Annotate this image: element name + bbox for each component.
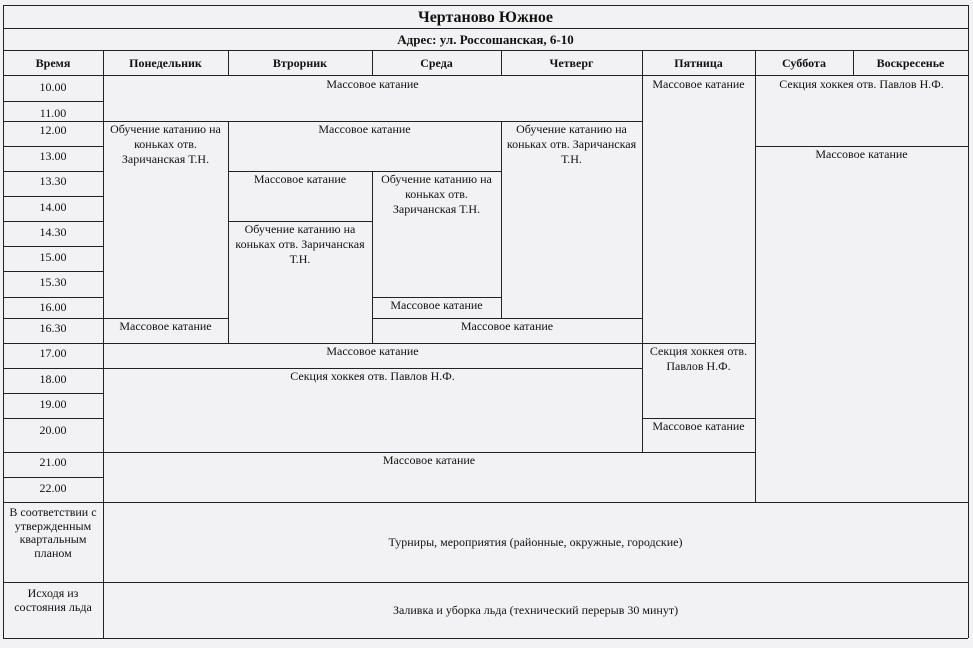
- time-label: 10.00: [39, 80, 67, 94]
- event-mass-skating: Массовое катание: [815, 147, 908, 161]
- header-sunday: Воскресенье: [876, 55, 945, 70]
- event-mass-skating: Массовое катание: [326, 77, 419, 91]
- grid-line: [3, 5, 968, 6]
- grid-line: [372, 50, 373, 75]
- event-mass-skating: Массовое катание: [326, 344, 419, 358]
- grid-line: [3, 171, 103, 172]
- grid-line: [853, 50, 854, 75]
- header-saturday: Суббота: [782, 55, 826, 70]
- grid-line: [228, 121, 229, 343]
- grid-line: [3, 271, 103, 272]
- time-label: 21.00: [39, 455, 67, 469]
- time-label: 16.00: [39, 300, 67, 314]
- grid-line: [755, 50, 756, 502]
- time-label: 17.00: [39, 346, 67, 360]
- time-label: 14.00: [39, 200, 67, 214]
- event-mass-skating: Массовое катание: [253, 172, 347, 186]
- row-label-plan: В соответствии с утвержденным квартальным планом: [9, 505, 97, 560]
- event-training: Обучение катанию на коньках отв. Заричанская Т.Н.: [235, 222, 365, 266]
- grid-line: [3, 28, 968, 29]
- grid-line: [228, 221, 372, 222]
- event-mass-skating: Массовое катание: [390, 298, 483, 312]
- time-label: 18.00: [39, 372, 67, 386]
- grid-line: [3, 638, 968, 639]
- grid-line: [3, 75, 968, 76]
- header-time: Время: [35, 55, 71, 70]
- time-label: 15.00: [39, 250, 67, 264]
- rink-title: Чертаново Южное: [417, 8, 554, 26]
- grid-line: [3, 146, 103, 147]
- grid-line: [3, 502, 968, 503]
- grid-line: [968, 5, 969, 638]
- header-wednesday: Среда: [420, 55, 453, 70]
- grid-line: [103, 318, 228, 319]
- grid-line: [103, 368, 642, 369]
- grid-line: [228, 171, 501, 172]
- event-hockey: Секция хоккея отв. Павлов Н.Ф.: [649, 344, 748, 373]
- grid-line: [3, 418, 103, 419]
- header-tuesday: Втрорник: [272, 55, 328, 70]
- time-label: 19.00: [39, 397, 67, 411]
- time-label: 14.30: [39, 225, 67, 239]
- grid-line: [3, 221, 103, 222]
- time-label: 12.00: [39, 123, 67, 137]
- grid-line: [3, 101, 103, 102]
- grid-line: [3, 343, 103, 344]
- time-label: 13.00: [39, 149, 67, 163]
- grid-line: [103, 343, 755, 344]
- event-ice-maintenance: Заливка и уборка льда (технический перерыв 30 минут): [392, 603, 679, 617]
- grid-line: [501, 50, 502, 75]
- grid-line: [103, 121, 642, 122]
- header-friday: Пятница: [674, 55, 723, 70]
- grid-line: [755, 146, 968, 147]
- time-label: 22.00: [39, 481, 67, 495]
- grid-line: [3, 368, 103, 369]
- grid-line: [3, 318, 103, 319]
- row-label-ice: Исходя из состояния льда: [14, 586, 92, 614]
- grid-line: [3, 297, 103, 298]
- grid-line: [3, 393, 103, 394]
- header-thursday: Четверг: [549, 55, 594, 70]
- grid-line: [642, 75, 643, 452]
- event-mass-skating: Массовое катание: [460, 319, 554, 333]
- grid-line: [3, 246, 103, 247]
- grid-line: [103, 452, 755, 453]
- time-label: 15.30: [39, 275, 67, 289]
- time-label: 16.30: [39, 321, 67, 335]
- event-mass-skating: Массовое катание: [652, 77, 745, 91]
- grid-line: [3, 121, 103, 122]
- grid-line: [642, 418, 755, 419]
- grid-line: [501, 121, 502, 318]
- grid-line: [372, 297, 501, 298]
- grid-line: [3, 196, 103, 197]
- grid-line: [3, 50, 968, 51]
- time-label: 11.00: [39, 106, 67, 120]
- grid-line: [3, 452, 103, 453]
- event-mass-skating: Массовое катание: [652, 419, 745, 433]
- event-hockey: Секция хоккея отв. Павлов Н.Ф.: [290, 369, 455, 383]
- grid-line: [372, 318, 642, 319]
- grid-line: [228, 50, 229, 75]
- event-mass-skating: Массовое катание: [318, 122, 411, 136]
- event-tournaments: Турниры, мероприятия (районные, окружные, городские): [388, 535, 683, 549]
- event-mass-skating: Массовое катание: [382, 453, 476, 467]
- grid-line: [3, 5, 4, 638]
- event-hockey: Секция хоккея отв. Павлов Н.Ф.: [779, 77, 944, 91]
- header-monday: Понедельник: [129, 55, 202, 70]
- grid-line: [3, 477, 103, 478]
- event-training: Обучение катанию на коньках отв. Заричанская Т.Н.: [110, 122, 221, 166]
- event-training: Обучение катанию на коньках отв. Заричанская Т.Н.: [381, 172, 492, 216]
- grid-line: [103, 50, 104, 638]
- grid-line: [3, 582, 968, 583]
- time-label: 13.30: [39, 174, 67, 188]
- grid-line: [642, 50, 643, 75]
- rink-address: Адрес: ул. Россошанская, 6-10: [397, 32, 574, 47]
- time-label: 20.00: [39, 423, 67, 437]
- event-training: Обучение катанию на коньках отв. Заричанская Т.Н.: [506, 122, 637, 166]
- event-mass-skating: Массовое катание: [119, 319, 212, 333]
